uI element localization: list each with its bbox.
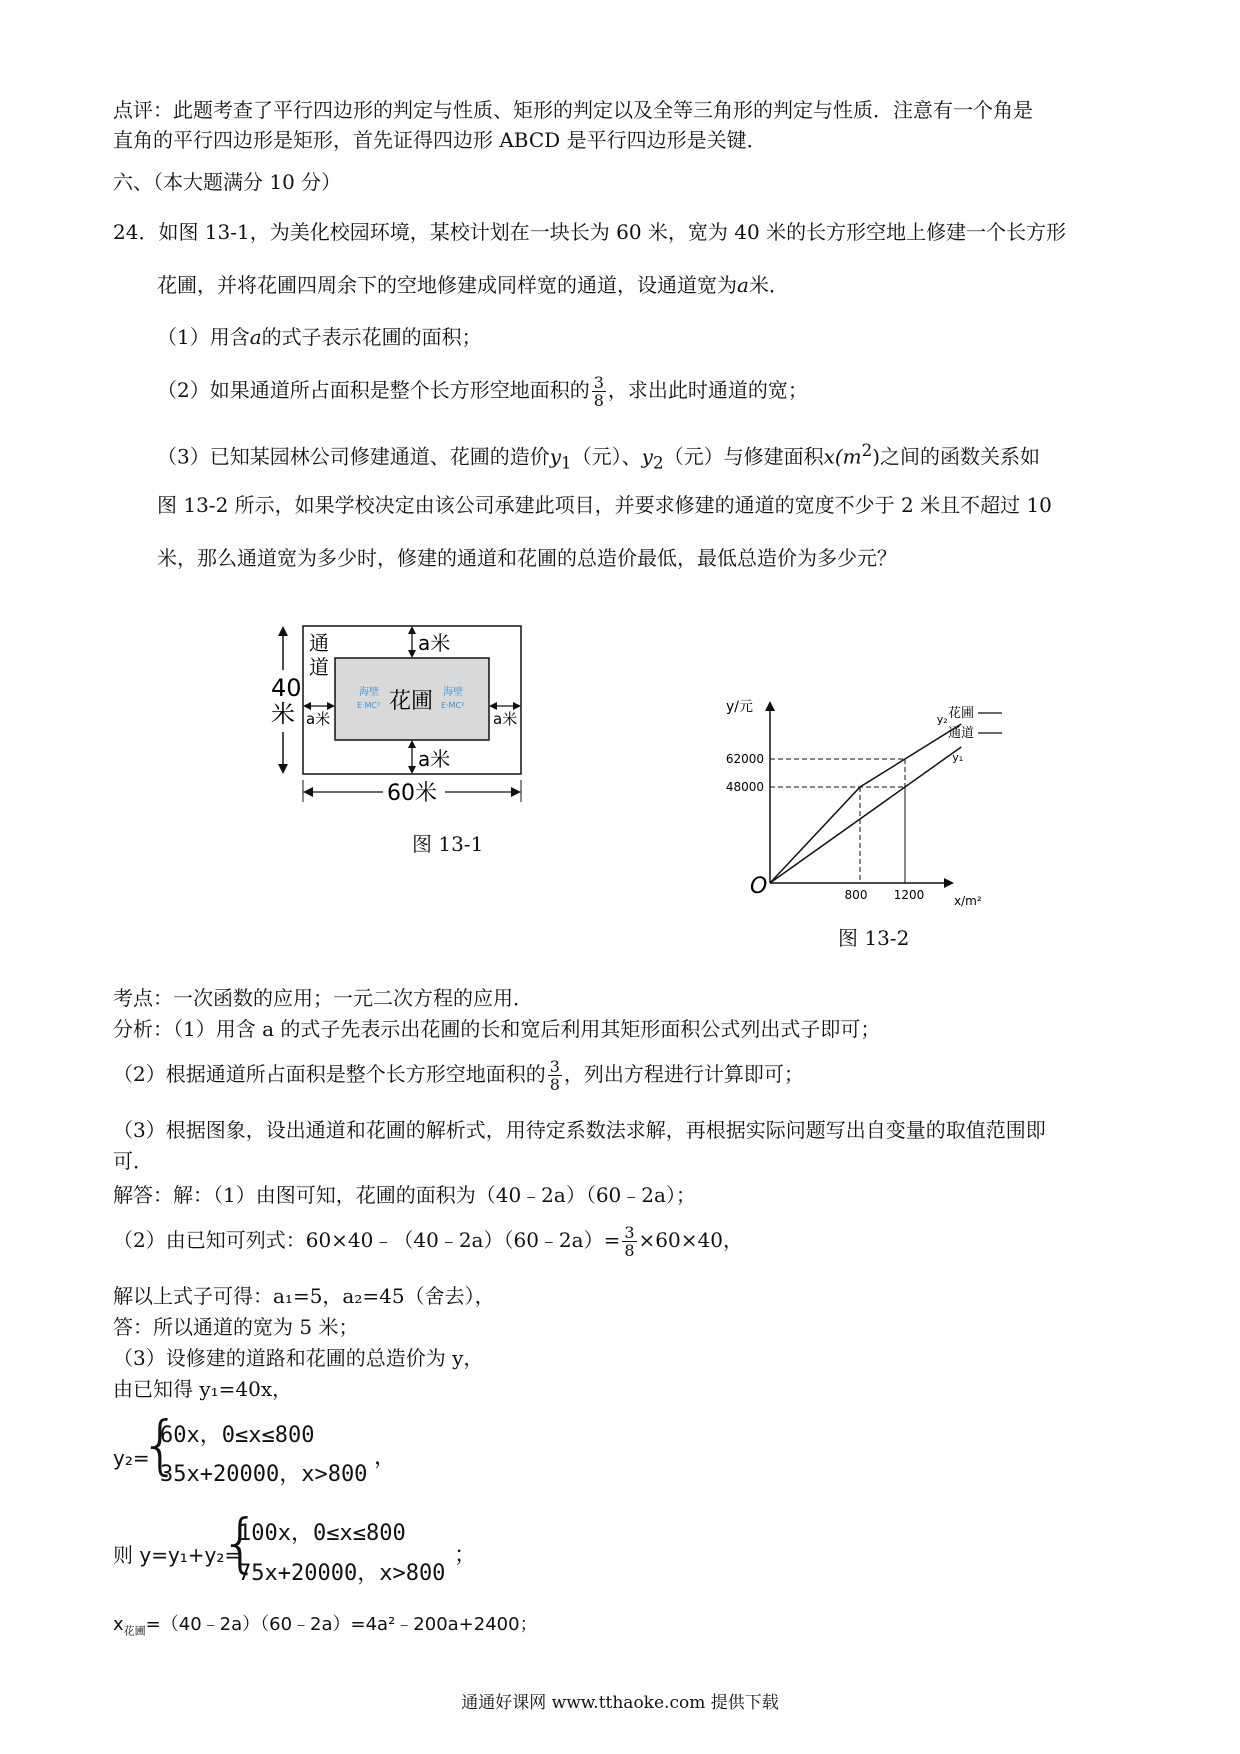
y2-case-2: 35x+20000，x>800	[160, 1462, 368, 1487]
intro-line-2: 直角的平行四边形是矩形，首先证得四边形 ABCD 是平行四边形是关键．	[113, 128, 767, 152]
y2-label: y₂=	[113, 1446, 150, 1470]
caption-13-1: 图 13-1	[412, 832, 484, 856]
problem-line-2: 花圃，并将花圃四周余下的空地修建成同样宽的通道，设通道宽为a米．	[157, 273, 789, 297]
question-3-line-3: 米，那么通道宽为多少时，修建的通道和花圃的总造价最低，最低总造价为多少元？	[157, 546, 897, 570]
watermark-logo-left: 海壁	[359, 687, 379, 698]
label-mi-left: 米	[271, 700, 295, 728]
intro-line-1: 点评：此题考查了平行四边形的判定与性质、矩形的判定以及全等三角形的判定与性质．注意有一个角是	[113, 98, 1033, 122]
section-heading: 六、（本大题满分 10 分）	[113, 170, 342, 194]
last-line: $x_{花圃}=(40﹣2a)(60﹣2a)=4a^2﹣200a+2400$；	[113, 1614, 538, 1638]
label-tongdao-1: 通	[309, 631, 329, 655]
label-huapu: 花圃	[389, 689, 434, 714]
kaodian: 考点：一次函数的应用；一元二次方程的应用．	[113, 986, 533, 1010]
caption-13-2: 图 13-2	[838, 926, 910, 950]
jieda-3: 解以上式子可得：a₁=5，a₂=45（舍去），	[113, 1284, 495, 1308]
question-3-line-2: 图 13-2 所示，如果学校决定由该公司承建此项目，并要求修建的通道的宽度不少于 2 米且不超过 10	[157, 493, 1052, 517]
y-case-2: 75x+20000，x>800	[238, 1561, 446, 1586]
figure-13-2-chart	[700, 695, 1010, 910]
y-tick-48000: 48000	[725, 780, 764, 794]
watermark-logo-right-sub: E·MC²	[441, 701, 465, 710]
jieda-5: （3）设修建的道路和花圃的总造价为 y，	[113, 1346, 484, 1370]
legend-huapu: 花圃	[948, 706, 975, 721]
label-60-mi: 60米	[387, 781, 437, 806]
fenxi-2: （2）根据通道所占面积是整个长方形空地面积的 $\frac{3}{8}$ ，列出方程进行计算即可；	[113, 1057, 804, 1094]
label-a-mi-right: a米	[493, 710, 518, 728]
fraction: $\frac{3}{8}$	[593, 373, 604, 410]
jieda-2: （2）由已知可列式：60×40﹣（40﹣2a）（60﹣2a）= $\frac{3}{8}$ ×60×40，	[113, 1223, 743, 1260]
series-label-y2: y₂	[936, 713, 948, 726]
label-a-mi-left: a米	[306, 710, 331, 728]
watermark-logo-right: 海壁	[443, 687, 463, 698]
figure-13-1	[265, 620, 595, 820]
jieda-6: 由已知得 y₁=40x，	[113, 1377, 293, 1401]
fenxi-3-line-1: （3）根据图象，设出通道和花圃的解析式，用待定系数法求解，再根据实际问题写出自变量的取值范围即	[113, 1118, 1046, 1142]
fraction: $\frac{3}{8}$	[624, 1223, 635, 1260]
question-2: （2）如果通道所占面积是整个长方形空地面积的 $\frac{3}{8}$ ，求出此时通道的宽；	[157, 373, 808, 410]
label-a-mi-top: a米	[418, 631, 451, 655]
legend-tongdao: 通道	[948, 726, 975, 741]
y-axis-arrow	[765, 701, 775, 711]
label-40: 40	[271, 674, 302, 702]
footer: 通通好课网 www.tthaoke.com 提供下载	[461, 1693, 779, 1713]
label-a-mi-bottom: a米	[418, 747, 451, 771]
watermark-logo-left-sub: E·MC²	[357, 701, 381, 710]
x-tick-1200: 1200	[893, 888, 925, 902]
jieda-4: 答：所以通道的宽为 5 米；	[113, 1315, 359, 1339]
y2-tail: ，	[374, 1445, 397, 1470]
x-tick-800: 800	[844, 888, 868, 902]
series-label-y1: y₁	[952, 751, 964, 764]
label-tongdao-2: 道	[309, 655, 329, 679]
y-tail: ；	[454, 1543, 477, 1568]
y-case-1: 100x，0≤x≤800	[238, 1521, 406, 1546]
brace: {	[140, 1409, 181, 1483]
y-axis-label: y/元	[726, 699, 754, 715]
x-axis-label: x/m²	[954, 894, 982, 908]
series-line-2	[770, 747, 964, 883]
question-3-line-1: （3）已知某园林公司修建通道、花圃的造价$y_1$（元）、$y_2$（元）与修建面积$x(m^2)$之间的函数关系如	[157, 441, 1041, 473]
y-label: 则 y=y₁+y₂=	[113, 1543, 242, 1567]
problem-line-1: 24．如图 13-1，为美化校园环境，某校计划在一块长为 60 米，宽为 40 米的长方形空地上修建一个长方形	[113, 220, 1067, 244]
brace: {	[220, 1507, 261, 1581]
jieda-1: 解答：解：（1）由图可知，花圃的面积为（40﹣2a）（60﹣2a）；	[113, 1183, 696, 1207]
fenxi-1: 分析：（1）用含 a 的式子先表示出花圃的长和宽后利用其矩形面积公式列出式子即可；	[113, 1017, 881, 1041]
question-1: （1）用含a的式子表示花圃的面积；	[157, 325, 482, 349]
fenxi-3-line-2: 可．	[113, 1149, 153, 1173]
y2-case-1: 60x，0≤x≤800	[160, 1423, 315, 1448]
x-axis-arrow	[944, 878, 954, 888]
fraction: $\frac{3}{8}$	[549, 1057, 560, 1094]
y-tick-62000: 62000	[725, 752, 764, 766]
origin-label: O	[750, 874, 768, 899]
